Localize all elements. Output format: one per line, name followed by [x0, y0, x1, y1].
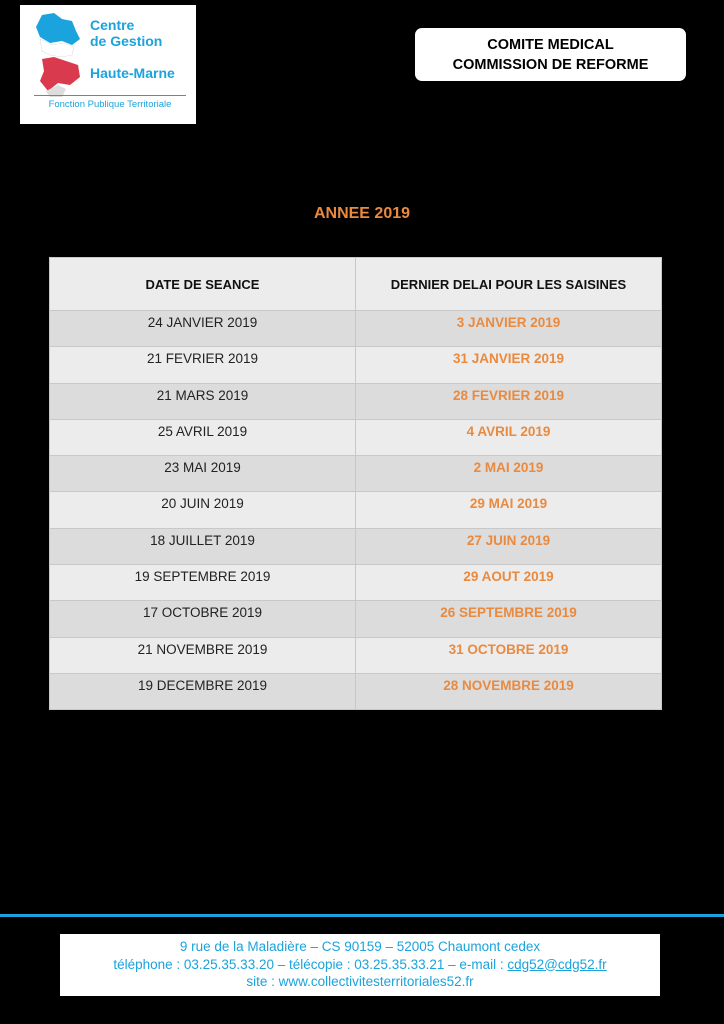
- column-header-dernier-delai: DERNIER DELAI POUR LES SAISINES: [356, 258, 662, 311]
- seance-date-cell: 25 AVRIL 2019: [50, 419, 356, 455]
- seance-date-cell: 19 SEPTEMBRE 2019: [50, 565, 356, 601]
- schedule-table: [49, 257, 662, 710]
- footer-phone: téléphone : 03.25.35.33.20 – télécopie : 03.25.35.33.21 – e-mail :: [113, 956, 508, 972]
- deadline-date-cell: 31 JANVIER 2019: [356, 347, 662, 383]
- footer-address: 9 rue de la Maladière – CS 90159 – 52005 Chaumont cedex: [179, 939, 541, 954]
- footer-email-link[interactable]: cdg52@cdg52.fr: [507, 956, 607, 972]
- deadline-date-cell: 4 AVRIL 2019: [356, 419, 662, 455]
- seance-date-cell: 17 OCTOBRE 2019: [50, 601, 356, 637]
- deadline-date-cell: 31 OCTOBRE 2019: [356, 637, 662, 673]
- footer-contact: [60, 956, 660, 974]
- logo-divider: [34, 95, 186, 96]
- table-row: [50, 565, 662, 601]
- seance-date-cell: 18 JUILLET 2019: [50, 528, 356, 564]
- deadline-date-cell: 28 FEVRIER 2019: [356, 383, 662, 419]
- title-line-1: COMITE MEDICAL: [487, 36, 614, 53]
- deadline-date-cell: 29 AOUT 2019: [356, 565, 662, 601]
- logo-region: Haute-Marne: [90, 65, 175, 81]
- seance-date-cell: 19 DECEMBRE 2019: [50, 673, 356, 709]
- deadline-date-cell: 29 MAI 2019: [356, 492, 662, 528]
- table-row: [50, 311, 662, 347]
- document-title-box: [415, 28, 686, 81]
- table-row: [50, 347, 662, 383]
- footer: [60, 934, 660, 996]
- seance-date-cell: 21 FEVRIER 2019: [50, 347, 356, 383]
- title-line-2: COMMISSION DE REFORME: [452, 56, 649, 73]
- table-header-row: [50, 258, 662, 311]
- seance-date-cell: 21 MARS 2019: [50, 383, 356, 419]
- table-row: [50, 528, 662, 564]
- footer-site[interactable]: site : www.collectivitesterritoriales52.fr: [246, 974, 474, 989]
- table-row: [50, 673, 662, 709]
- haute-marne-map-icon: [32, 11, 84, 97]
- logo-subtitle: Fonction Publique Territoriale: [48, 99, 172, 110]
- table-row: [50, 456, 662, 492]
- table-row: [50, 383, 662, 419]
- column-header-date-seance: DATE DE SEANCE: [50, 258, 356, 311]
- table-row: [50, 419, 662, 455]
- seance-date-cell: 21 NOVEMBRE 2019: [50, 637, 356, 673]
- seance-date-cell: 20 JUIN 2019: [50, 492, 356, 528]
- year-title: ANNEE 2019: [313, 205, 411, 222]
- logo-title: Centre de Gestion: [90, 17, 163, 49]
- deadline-date-cell: 2 MAI 2019: [356, 456, 662, 492]
- table-row: [50, 492, 662, 528]
- seance-date-cell: 23 MAI 2019: [50, 456, 356, 492]
- logo: [20, 5, 196, 124]
- seance-date-cell: 24 JANVIER 2019: [50, 311, 356, 347]
- deadline-date-cell: 3 JANVIER 2019: [356, 311, 662, 347]
- table-row: [50, 637, 662, 673]
- footer-divider: [0, 914, 724, 917]
- deadline-date-cell: 27 JUIN 2019: [356, 528, 662, 564]
- deadline-date-cell: 26 SEPTEMBRE 2019: [356, 601, 662, 637]
- deadline-date-cell: 28 NOVEMBRE 2019: [356, 673, 662, 709]
- table-row: [50, 601, 662, 637]
